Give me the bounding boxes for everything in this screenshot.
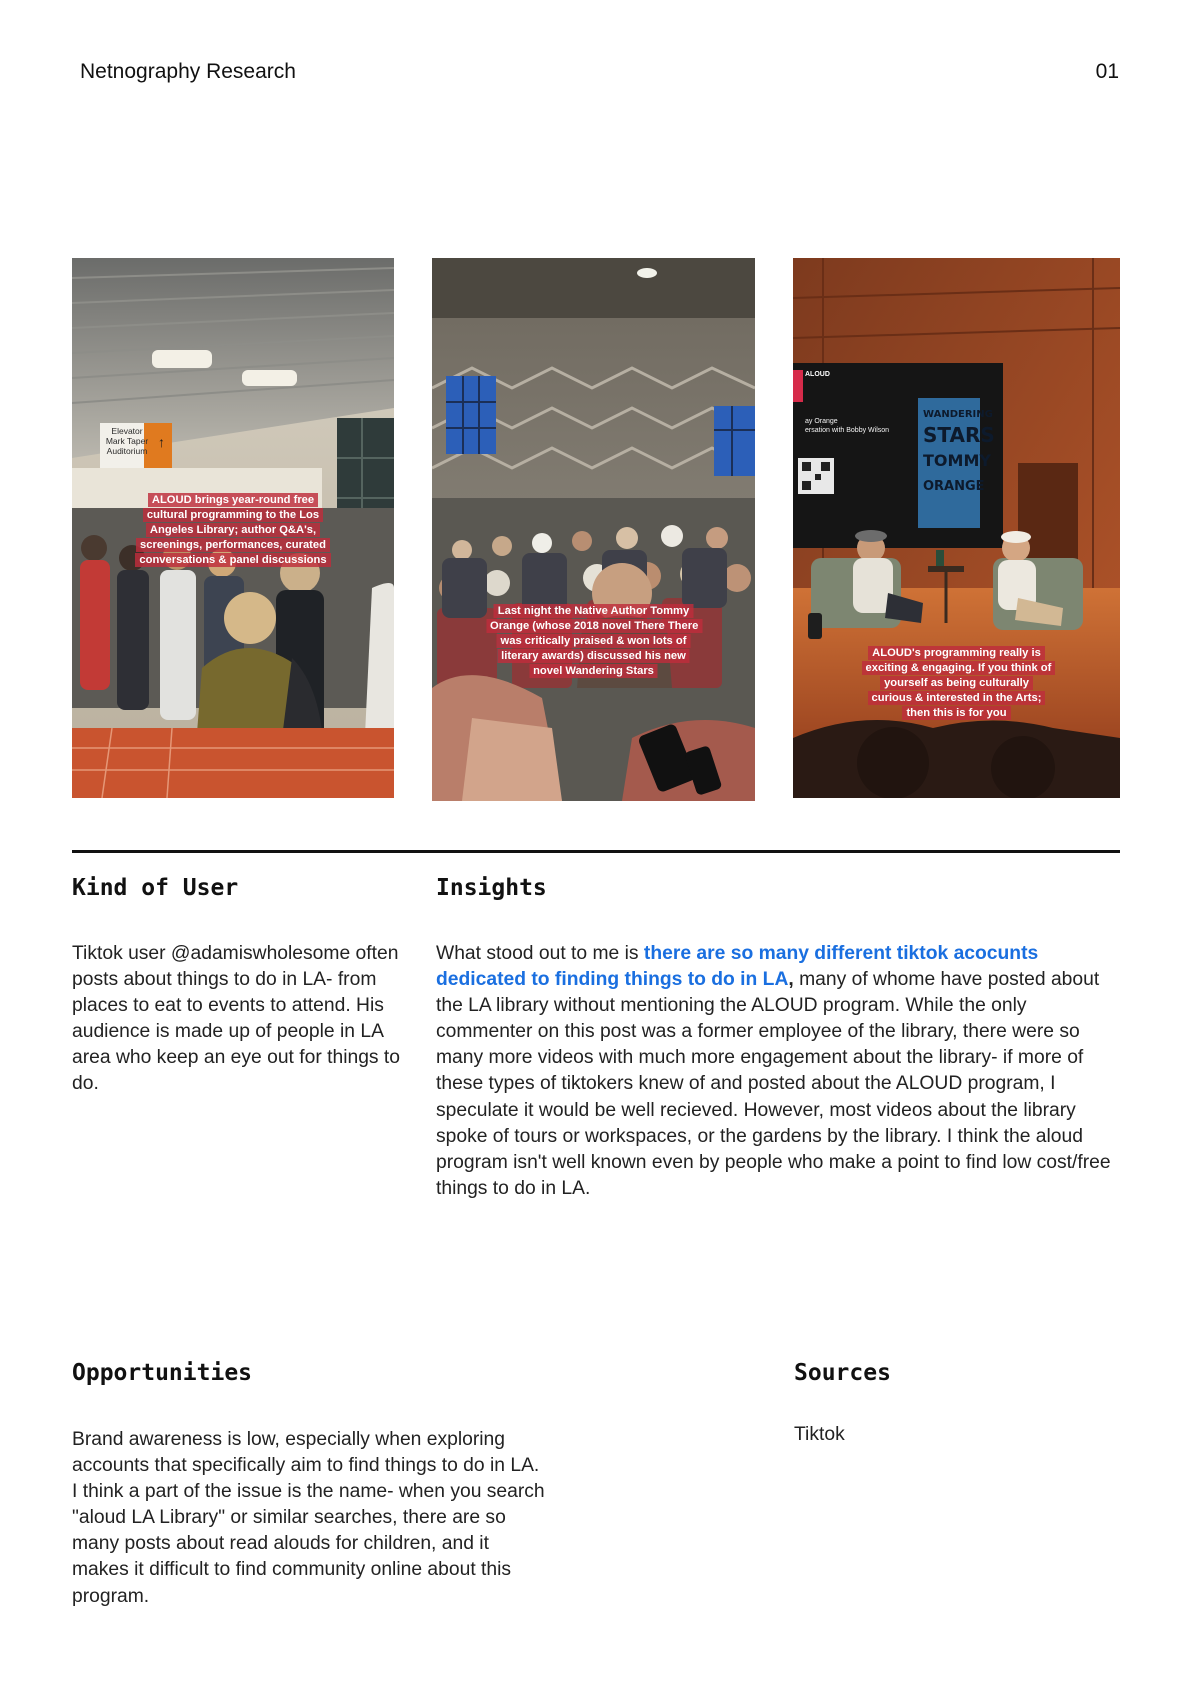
screen-line: ay Orange — [805, 418, 838, 425]
screen-line: ALOUD — [805, 371, 830, 378]
insights-lead: What stood out to me is — [436, 943, 644, 964]
insights-highlight: there are so many different tiktok acocunts dedicated to finding things to do in LA — [436, 943, 1039, 991]
sign-line: Mark Taper — [105, 436, 149, 446]
arrow-up-icon: ↑ — [158, 434, 165, 450]
photo-auditorium-audience — [432, 258, 755, 801]
elevator-sign — [105, 426, 149, 456]
kind-of-user-text: Tiktok user @adamiswholesome often posts about things to do in LA- from places to eat to events to attend. His audience is made up of people in LA area who keep an eye out for things to do. — [72, 943, 400, 1095]
caption-text: Last night the Native Author Tommy Orange (whose 2018 novel There There was critically praised & won lots of literary awards) discussed his new novel Wandering Stars — [486, 604, 702, 678]
sign-line: Auditorium — [106, 446, 148, 456]
opportunities-text: Brand awareness is low, especially when exploring accounts that specifically aim to find things to do in LA. I think a part of the issue is the name- when you search "aloud LA Library" or similar searches, there are so many posts about read alouds for children, and it makes it difficult to find community online about this program. — [72, 1429, 545, 1607]
photo-stage-conversation — [793, 258, 1120, 798]
sign-line: Elevator — [111, 426, 143, 436]
document-title: Netnography Research — [80, 60, 296, 83]
insights-comma: , — [788, 969, 794, 991]
photo-caption — [862, 646, 1052, 721]
photo-caption — [133, 493, 333, 568]
cover-line: ORANGE — [923, 479, 985, 494]
cover-line: WANDERING — [923, 409, 993, 420]
photo-strip — [0, 258, 1191, 802]
kind-of-user-heading: Kind of User — [72, 875, 239, 901]
screen-line: ersation with Bobby Wilson — [805, 427, 890, 434]
sources-heading: Sources — [794, 1360, 891, 1386]
opportunities-heading: Opportunities — [72, 1360, 253, 1386]
book-cover-title — [923, 408, 995, 500]
screen-left-text — [805, 370, 905, 435]
page-number: 01 — [1095, 60, 1119, 83]
photo-library-queue — [72, 258, 394, 798]
cover-line: STARS — [923, 423, 995, 447]
insights-text — [436, 941, 1126, 1202]
caption-text: ALOUD's programming really is exciting & engaging. If you think of yourself as being culturally curious & interested in the Arts; then this is for you — [862, 646, 1056, 720]
caption-text: ALOUD brings year-round free cultural programming to the Los Angeles Library; author Q&A's, screenings, performances, curated conversations & panel discussions — [135, 493, 330, 567]
photo-caption — [486, 604, 701, 679]
section-divider — [72, 850, 1120, 853]
audience-scene-illustration — [432, 258, 755, 801]
cover-line: TOMMY — [923, 451, 991, 470]
page-header — [80, 60, 1119, 84]
insights-rest: many of whome have posted about the LA library without mentioning the ALOUD program. While the only commenter on this post was a former employee of the library, there were so many more videos with much more engagement about the library- if more of these types of tiktokers knew of and posted about the ALOUD program, I speculate it would be well recieved. However, most videos about the library spoke of tours or workspaces, or the gardens by the library. I think the aloud program isn't well known even by people who make a point to find low cost/free things to do in LA. — [436, 969, 1111, 1199]
sources-text: Tiktok — [794, 1424, 845, 1445]
insights-heading: Insights — [436, 875, 547, 901]
